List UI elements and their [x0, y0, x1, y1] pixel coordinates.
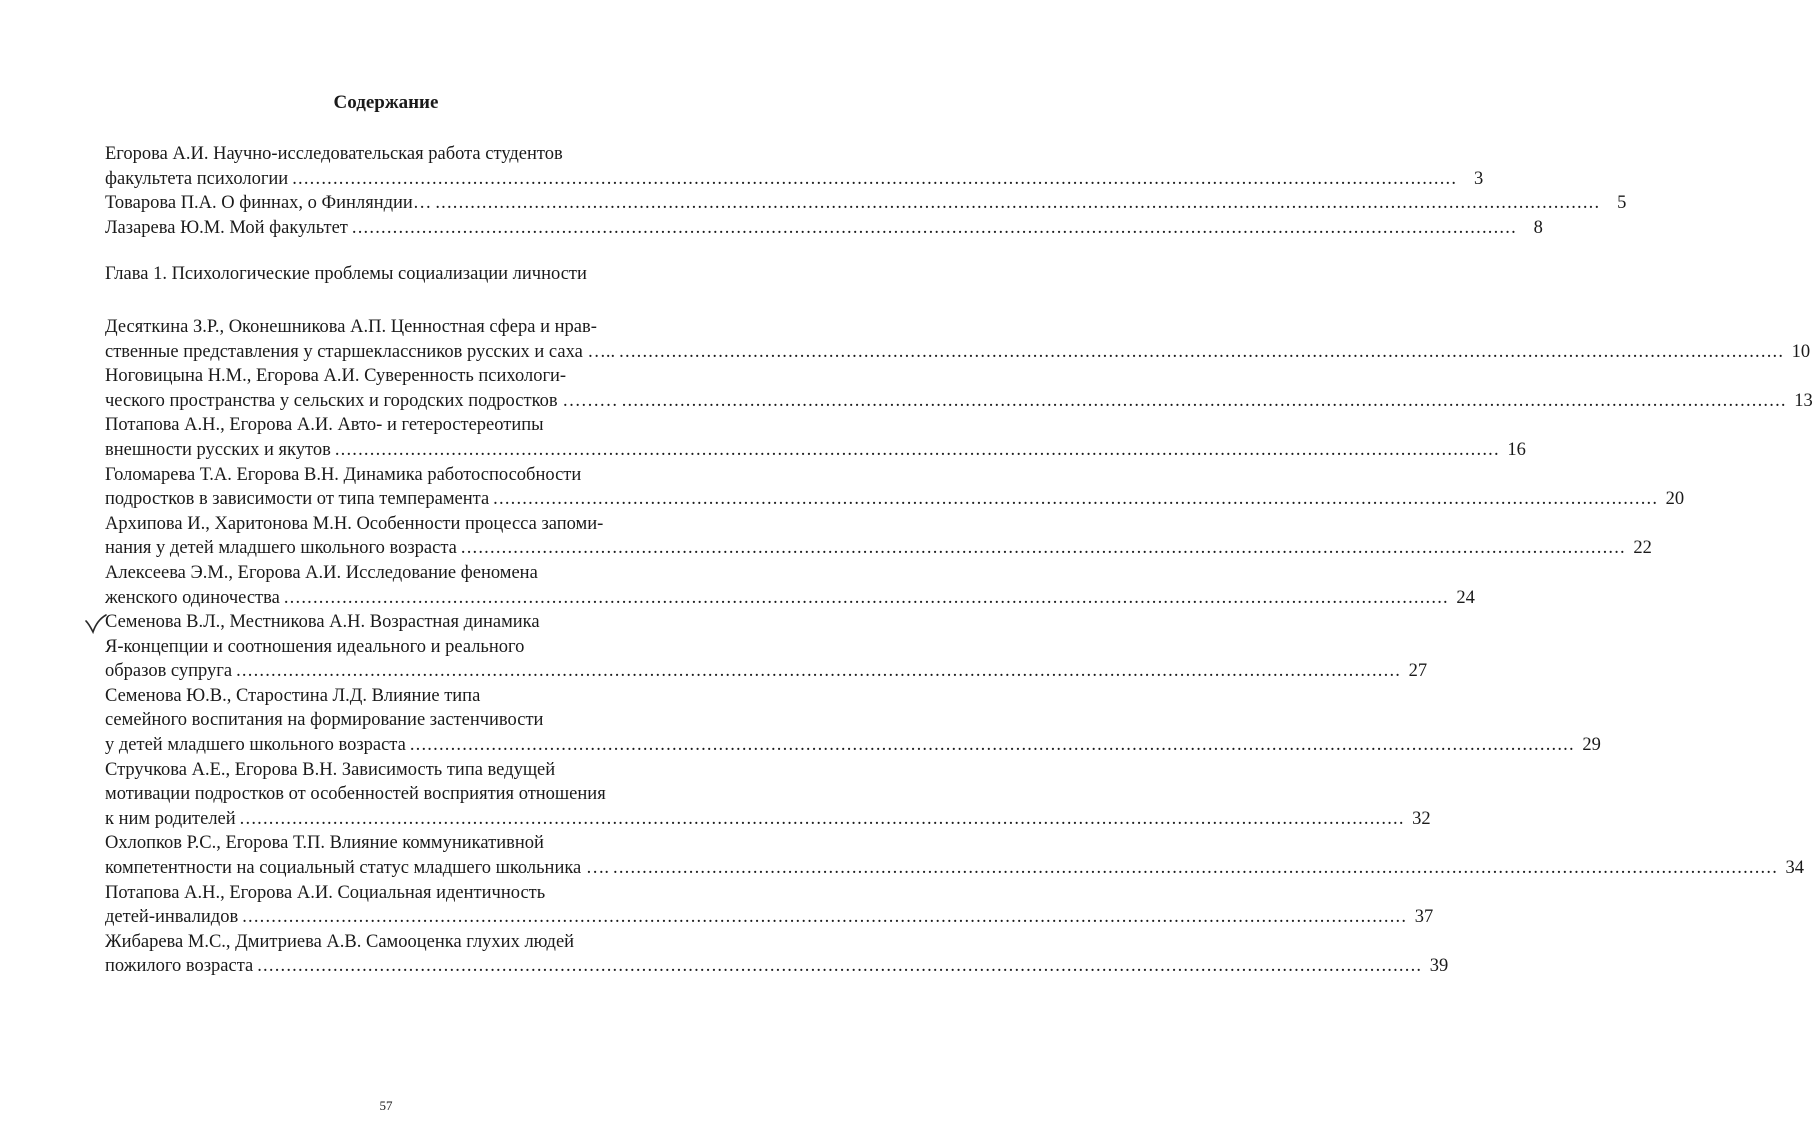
dot-leader: ........................................................................................................................................................................................................ — [236, 661, 1402, 682]
toc-entry-text: Лазарева Ю.М. Мой факультет — [105, 217, 348, 238]
toc-entry-text: Охлопков Р.С., Егорова Т.П. Влияние коммуникативной — [105, 833, 544, 854]
toc-entry — [105, 758, 1431, 832]
dot-leader: ........................................................................................................................................................................................................ — [621, 390, 1787, 411]
toc-entry-line — [105, 561, 680, 586]
toc-page-number: 10 — [1791, 341, 1811, 362]
dot-leader: ........................................................................................................................................................................................................ — [435, 193, 1601, 214]
table-of-contents — [105, 142, 1813, 979]
toc-entry-text: Жибарева М.С., Дмитриева А.В. Самооценка глухих людей — [105, 931, 575, 952]
page-title: Содержание — [333, 92, 439, 113]
handwritten-checkmark-icon — [84, 612, 108, 636]
toc-entry-last-line — [105, 191, 1627, 216]
dot-leader: ........................................................................................................................................................................................................ — [242, 907, 1408, 928]
toc-entry-line — [105, 831, 680, 856]
dot-leader: ........................................................................................................................................................................................................ — [493, 489, 1659, 510]
toc-entry — [105, 191, 1627, 216]
toc-entry-text: Потапова А.Н., Егорова А.И. Социальная идентичность — [105, 882, 546, 903]
dot-leader: ........................................................................................................................................................................................................ — [460, 538, 1626, 559]
toc-page-number: 32 — [1412, 808, 1431, 829]
toc-entry-text: ственные представления у старшеклассников русских и саха ….. — [105, 341, 616, 362]
toc-entry-text: мотивации подростков от особенностей восприятия отношения — [105, 784, 606, 805]
toc-entry-text: к ним родителей — [105, 808, 236, 829]
toc-entry-last-line — [105, 954, 1449, 979]
toc-page-number: 8 — [1533, 217, 1543, 238]
toc-entry-text: Я-концепции и соотношения идеального и реального — [105, 636, 525, 657]
toc-entry-text: ческого пространства у сельских и городских подростков ……… — [105, 390, 618, 411]
toc-entry-last-line — [105, 487, 1685, 512]
spacer — [105, 287, 680, 315]
toc-page-number: 3 — [1473, 168, 1484, 189]
toc-page-number: 27 — [1408, 661, 1428, 682]
toc-entry-line — [105, 708, 680, 733]
toc-page-number: 5 — [1617, 193, 1627, 214]
toc-entry-last-line — [105, 807, 1431, 832]
spacer — [105, 240, 680, 262]
toc-entry-last-line — [105, 733, 1601, 758]
dot-leader: ........................................................................................................................................................................................................ — [283, 587, 1449, 608]
toc-entry-last-line — [105, 856, 1805, 881]
toc-entry-text: детей-инвалидов — [105, 907, 239, 928]
toc-entry — [105, 881, 1434, 930]
dot-leader: ........................................................................................................................................................................................................ — [292, 168, 1458, 189]
toc-entry-last-line — [105, 659, 1428, 684]
toc-entry-line — [105, 610, 680, 635]
toc-entry — [105, 364, 1813, 413]
toc-entry-last-line — [105, 905, 1434, 930]
toc-entry-last-line — [105, 586, 1475, 611]
toc-entry — [105, 610, 1428, 684]
toc-entry-text: Алексеева Э.М., Егорова А.И. Исследование феномена — [105, 562, 538, 583]
toc-entry-line — [105, 758, 680, 783]
toc-entry-line — [105, 315, 680, 340]
toc-entry-last-line — [105, 438, 1526, 463]
toc-entry-line — [105, 881, 680, 906]
toc-entry-line — [105, 413, 680, 438]
toc-entry-text: у детей младшего школьного возраста — [105, 735, 406, 756]
toc-entry-text: Десяткина З.Р., Оконешникова А.П. Ценностная сфера и нрав- — [105, 316, 597, 337]
dot-leader: ........................................................................................................................................................................................................ — [334, 439, 1500, 460]
toc-entry-last-line — [105, 340, 1811, 365]
toc-page-number: 13 — [1794, 390, 1813, 411]
dot-leader: ........................................................................................................................................................................................................ — [257, 956, 1423, 977]
toc-entry-text: Архипова И., Харитонова М.Н. Особенности процесса запоми- — [105, 513, 604, 534]
toc-page-number: 20 — [1665, 489, 1685, 510]
toc-entry-text: Семенова В.Л., Местникова А.Н. Возрастная динамика — [105, 612, 540, 633]
toc-entry-text: Товарова П.А. О финнах, о Финляндии… — [105, 193, 432, 214]
toc-entry — [105, 463, 1685, 512]
toc-entry-line — [105, 782, 680, 807]
toc-page-number: 37 — [1414, 907, 1434, 928]
page-number: 57 — [379, 1098, 393, 1113]
toc-entry — [105, 512, 1652, 561]
dot-leader: ........................................................................................................................................................................................................ — [351, 217, 1517, 238]
toc-entry-last-line — [105, 216, 1543, 241]
toc-page-number: 39 — [1429, 956, 1449, 977]
toc-entry — [105, 315, 1811, 364]
toc-entry-line — [105, 635, 680, 660]
toc-entry-text: пожилого возраста — [105, 956, 254, 977]
chapter-heading: Глава 1. Психологические проблемы социализации личности — [105, 264, 587, 285]
toc-entry-text: Семенова Ю.В., Старостина Л.Д. Влияние типа — [105, 685, 481, 706]
toc-page-number: 29 — [1582, 735, 1601, 756]
toc-entry-text: компетентности на социальный статус младшего школьника …. — [105, 858, 610, 879]
toc-entry-line — [105, 684, 680, 709]
toc-entry-text: Голомарева Т.А. Егорова В.Н. Динамика работоспособности — [105, 464, 582, 485]
toc-entry — [105, 930, 1449, 979]
toc-entry-text: факультета психологии — [105, 168, 289, 189]
dot-leader: ........................................................................................................................................................................................................ — [239, 808, 1405, 829]
toc-entry-text: семейного воспитания на формирование застенчивости — [105, 710, 544, 731]
toc-page-number: 24 — [1456, 587, 1475, 608]
toc-entry-line — [105, 930, 680, 955]
toc-entry-text: Стручкова А.Е., Егорова В.Н. Зависимость типа ведущей — [105, 759, 556, 780]
dot-leader: ........................................................................................................................................................................................................ — [409, 735, 1575, 756]
toc-entry-text: женского одиночества — [105, 587, 280, 608]
toc-entry — [105, 561, 1475, 610]
toc-entry-text: нания у детей младшего школьного возраста — [105, 538, 457, 559]
dot-leader: ........................................................................................................................................................................................................ — [619, 341, 1785, 362]
toc-entry-line — [105, 512, 680, 537]
toc-page-number: 34 — [1785, 858, 1805, 879]
toc-entry — [105, 831, 1805, 880]
toc-entry-line — [105, 463, 680, 488]
dot-leader: ........................................................................................................................................................................................................ — [613, 858, 1779, 879]
toc-entry-text: Потапова А.Н., Егорова А.И. Авто- и гетеростереотипы — [105, 415, 544, 436]
toc-entry-last-line — [105, 167, 1484, 192]
toc-entry-text: Ноговицына Н.М., Егорова А.И. Суверенность психологи- — [105, 366, 567, 387]
toc-page-number: 16 — [1507, 439, 1526, 460]
toc-entry-text: образов супруга — [105, 661, 233, 682]
toc-entry-text: подростков в зависимости от типа темперамента — [105, 489, 490, 510]
toc-page-number: 22 — [1633, 538, 1652, 559]
toc-entry-text: Егорова А.И. Научно-исследовательская работа студентов — [105, 144, 563, 164]
toc-entry — [105, 216, 1543, 241]
toc-entry-last-line — [105, 536, 1652, 561]
toc-entry-last-line — [105, 389, 1813, 414]
toc-entry — [105, 413, 1526, 462]
toc-entry-text: внешности русских и якутов — [105, 439, 331, 460]
toc-entry-line — [105, 142, 680, 167]
toc-entry-line — [105, 364, 680, 389]
toc-entry — [105, 684, 1601, 758]
toc-entry — [105, 142, 1484, 191]
